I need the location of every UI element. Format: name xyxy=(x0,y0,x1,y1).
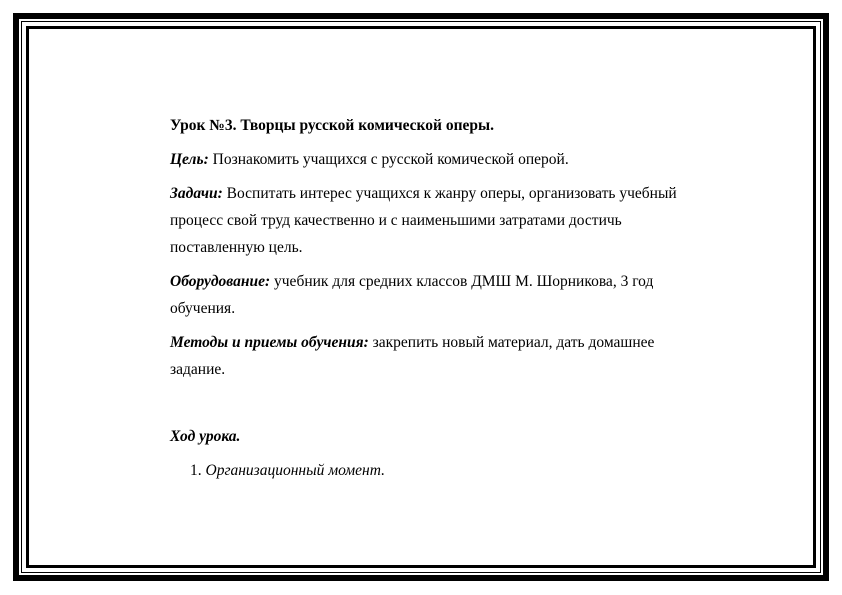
list-item-number: 1. xyxy=(190,462,202,479)
goal-label: Цель: xyxy=(170,151,209,168)
list-item xyxy=(170,457,710,484)
equipment-text: учебник для средних классов ДМШ М. Шорникова, 3 год обучения. xyxy=(170,273,654,317)
list-item-text: Организационный момент. xyxy=(205,462,385,479)
tasks-label: Задачи: xyxy=(170,185,223,202)
equipment-label: Оборудование: xyxy=(170,273,271,290)
methods-label: Методы и приемы обучения: xyxy=(170,334,369,351)
goal-paragraph xyxy=(170,146,710,173)
tasks-paragraph xyxy=(170,180,710,261)
tasks-text: Воспитать интерес учащихся к жанру оперы, организовать учебный процесс свой труд качественно и с наименьшими затратами достичь поставленную цель. xyxy=(170,185,677,256)
methods-paragraph xyxy=(170,329,710,383)
methods-text: закрепить новый материал, дать домашнее задание. xyxy=(170,334,655,378)
lesson-course-heading: Ход урока. xyxy=(170,428,241,445)
goal-text: Познакомить учащихся с русской комической оперой. xyxy=(208,151,569,168)
lesson-title: Урок №3. Творцы русской комической оперы. xyxy=(170,117,494,134)
equipment-paragraph xyxy=(170,268,710,322)
document-body xyxy=(170,112,710,491)
